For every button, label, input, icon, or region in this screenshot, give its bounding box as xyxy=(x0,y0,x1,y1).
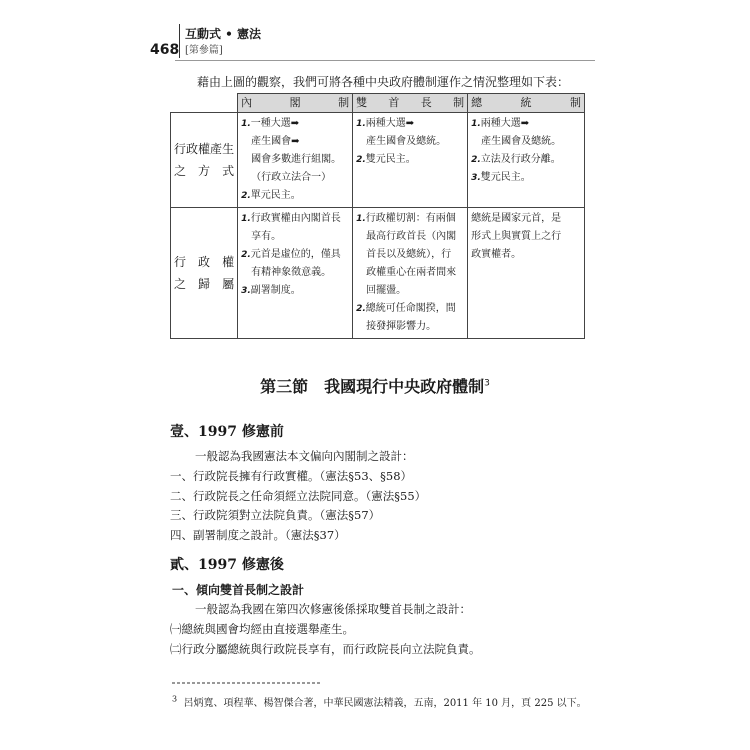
cell-text: 行政實權由內閣首長 xyxy=(250,213,341,224)
cell-text: 產生國會➡ xyxy=(251,136,300,147)
item-number: 2. xyxy=(241,191,251,201)
cell-line xyxy=(356,300,464,318)
table-cell xyxy=(238,208,353,339)
cell-text: 有精神象徵意義。 xyxy=(251,267,332,278)
list-item: 四、副署制度之設計。（憲法§37） xyxy=(170,528,346,542)
cell-line xyxy=(471,210,581,228)
cell-text: 行政權切割：有兩個 xyxy=(365,213,456,224)
label-char: 雙 xyxy=(356,96,368,109)
cell-text: （行政立法合一） xyxy=(251,172,332,183)
label-char: 歸 xyxy=(198,277,211,291)
list-item: 二、行政院長之任命須經立法院同意。（憲法§55） xyxy=(170,489,427,503)
row-label xyxy=(171,113,238,208)
cell-text: 雙元民主。 xyxy=(365,154,416,165)
list-item: 三、行政院須對立法院負責。（憲法§57） xyxy=(170,508,381,522)
footnote xyxy=(172,694,587,709)
footnote-ref: 3 xyxy=(484,378,490,389)
cell-text: 兩種大選➡ xyxy=(480,118,530,129)
table-header-row xyxy=(171,94,585,113)
cell-line xyxy=(241,210,349,228)
part1-intro: 一般認為我國憲法本文偏向內閣制之設計： xyxy=(195,449,414,463)
cell-line xyxy=(241,115,349,133)
col-header-presidential xyxy=(468,94,585,113)
cell-line xyxy=(471,115,581,133)
cell-text: 政權重心在兩者間來 xyxy=(366,267,457,278)
label-char: 內 xyxy=(241,96,253,109)
cell-line xyxy=(241,246,349,264)
table-row xyxy=(171,208,585,339)
cell-text: 雙元民主。 xyxy=(480,172,531,183)
label-char: 產 xyxy=(210,142,223,156)
cell-text: 回擺盪。 xyxy=(366,285,407,296)
page-number: 468 xyxy=(150,42,180,58)
comparison-table xyxy=(170,93,585,339)
item-number: 2. xyxy=(356,155,366,165)
label-char: 生 xyxy=(222,142,235,156)
table-cell xyxy=(353,208,468,339)
cell-text: 立法及行政分離。 xyxy=(480,154,561,165)
table-row xyxy=(171,113,585,208)
cell-text: 最高行政首長（內閣 xyxy=(366,231,457,242)
label-char: 權 xyxy=(198,142,211,156)
section-title: 第三節 我國現行中央政府體制$^3$ xyxy=(260,377,490,396)
label-char: 長 xyxy=(420,96,432,109)
label-char: 制 xyxy=(569,96,581,109)
table-cell xyxy=(353,113,468,208)
cell-text: 首長以及總統），行 xyxy=(366,249,452,260)
label-char: 之 xyxy=(174,164,187,178)
table-cell xyxy=(468,208,585,339)
cell-line xyxy=(356,228,464,246)
cell-line xyxy=(356,210,464,228)
running-header xyxy=(150,22,600,62)
label-char: 行 xyxy=(174,142,187,156)
header-rule xyxy=(175,60,595,61)
item-number: 3. xyxy=(471,173,481,183)
cell-text: 總統可任命閣揆，間 xyxy=(365,303,456,314)
cell-text: 元首是虛位的，僅具 xyxy=(250,249,341,260)
cell-line xyxy=(241,282,349,300)
item-number: 1. xyxy=(241,214,251,224)
cell-line xyxy=(356,133,464,151)
label-char: 首 xyxy=(388,96,400,109)
subheading: 一、傾向雙首長制之設計 xyxy=(172,583,305,597)
item-number: 2. xyxy=(471,155,481,165)
cell-text: 形式上與實質上之行 xyxy=(471,231,562,242)
label-char: 制 xyxy=(338,96,350,109)
cell-line xyxy=(356,264,464,282)
item-number: 3. xyxy=(241,286,251,296)
label-char: 方 xyxy=(198,164,211,178)
cell-text: 產生國會及總統。 xyxy=(481,136,562,147)
cell-line xyxy=(471,246,581,264)
label-char: 權 xyxy=(222,255,235,269)
part2-intro: 一般認為我國在第四次修憲後係採取雙首長制之設計： xyxy=(195,602,471,616)
cell-text: 國會多數進行組閣。 xyxy=(251,154,342,165)
label-char: 政 xyxy=(186,142,199,156)
cell-line xyxy=(356,318,464,336)
book-title: 互動式 • 憲法 xyxy=(185,27,262,41)
label-char: 式 xyxy=(222,164,235,178)
col-header-semi-presidential xyxy=(353,94,468,113)
cell-line xyxy=(471,133,581,151)
table-cell xyxy=(468,113,585,208)
cell-text: 兩種大選➡ xyxy=(365,118,415,129)
cell-text: 總統是國家元首，是 xyxy=(471,213,562,224)
cell-line xyxy=(356,246,464,264)
label-char: 行 xyxy=(174,255,187,269)
header-divider xyxy=(179,24,180,58)
row-label xyxy=(171,208,238,339)
cell-line xyxy=(241,133,349,151)
item-number: 2. xyxy=(241,250,251,260)
label-char: 總 xyxy=(471,96,483,109)
cell-line xyxy=(241,169,349,187)
table-intro: 藉由上圖的觀察，我們可將各種中央政府體制運作之情況整理如下表： xyxy=(197,75,570,89)
col-header-parliamentary xyxy=(238,94,353,113)
cell-text: 副署制度。 xyxy=(250,285,301,296)
corner-cell xyxy=(171,94,238,113)
cell-text: 接發揮影響力。 xyxy=(366,321,437,332)
cell-text: 享有。 xyxy=(251,231,282,242)
list-item: ㈠總統與國會均經由直接選舉產生。 xyxy=(170,622,354,636)
label-char: 政 xyxy=(198,255,211,269)
item-number: 1. xyxy=(356,214,366,224)
list-item: ㈡行政分屬總統與行政院長享有，而行政院長向立法院負責。 xyxy=(170,642,481,656)
heading-part-1: 壹、1997 修憲前 xyxy=(170,424,284,440)
cell-line xyxy=(241,151,349,169)
label-char: 閣 xyxy=(289,96,301,109)
cell-line xyxy=(356,282,464,300)
cell-text: 政實權者。 xyxy=(471,249,522,260)
label-char: 制 xyxy=(453,96,465,109)
cell-text: 產生國會及總統。 xyxy=(366,136,447,147)
cell-line xyxy=(241,187,349,205)
footnote-marker: 3 xyxy=(172,694,178,704)
item-number: 1. xyxy=(241,119,251,129)
heading-part-2: 貳、1997 修憲後 xyxy=(170,557,284,573)
table-cell xyxy=(238,113,353,208)
cell-line xyxy=(241,264,349,282)
cell-line xyxy=(241,228,349,246)
list-item: 一、行政院長擁有行政實權。（憲法§53、§58） xyxy=(170,469,413,483)
cell-text: 一種大選➡ xyxy=(250,118,300,129)
cell-line xyxy=(356,151,464,169)
label-char: 屬 xyxy=(222,277,235,291)
footnote-rule xyxy=(172,682,322,684)
book-subtitle: [第參篇] xyxy=(185,45,223,56)
cell-line xyxy=(471,169,581,187)
cell-line xyxy=(471,228,581,246)
cell-line xyxy=(471,151,581,169)
item-number: 1. xyxy=(356,119,366,129)
item-number: 1. xyxy=(471,119,481,129)
label-char: 之 xyxy=(174,277,187,291)
part-label: 第參篇 xyxy=(188,45,219,56)
item-number: 2. xyxy=(356,304,366,314)
cell-text: 單元民主。 xyxy=(250,190,301,201)
cell-line xyxy=(356,115,464,133)
label-char: 統 xyxy=(520,96,532,109)
footnote-text: 呂炳寬、項程華、楊智傑合著，中華民國憲法精義，五南，2011 年 10 月，頁 225 以下。 xyxy=(183,698,587,709)
